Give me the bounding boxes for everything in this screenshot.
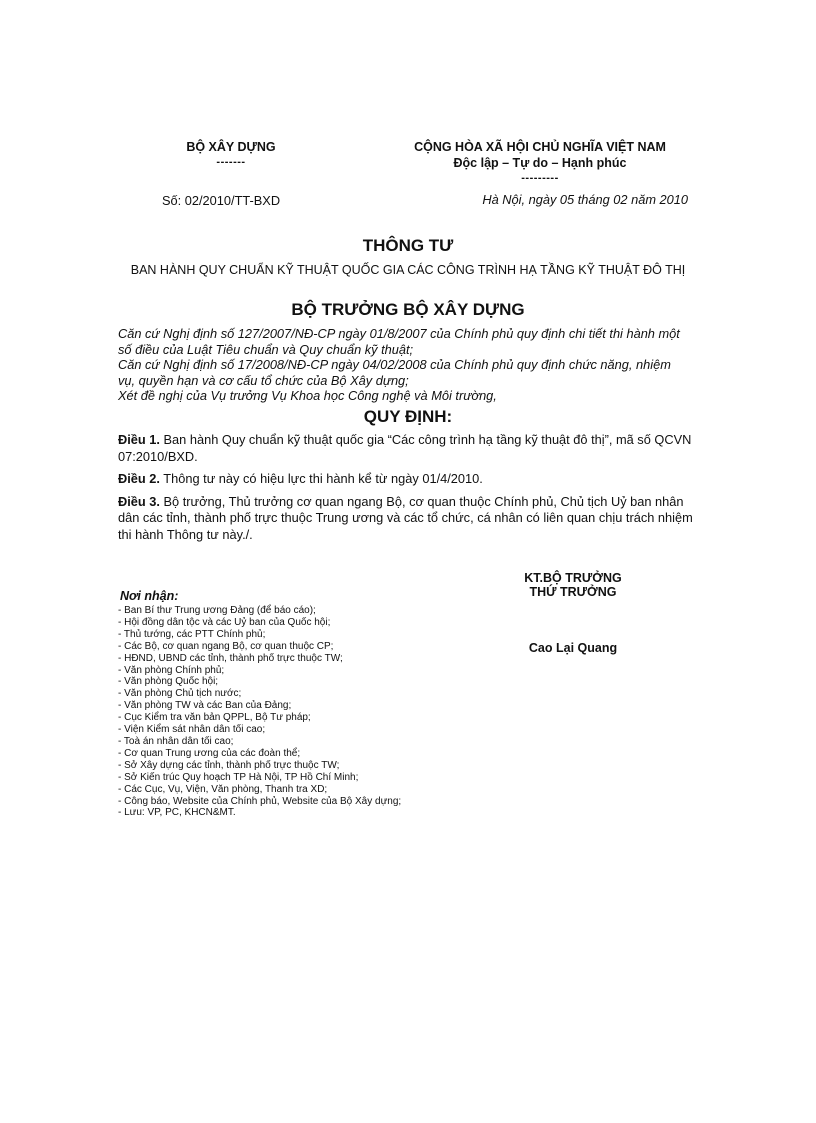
recipient-item: - Ban Bí thư Trung ương Đảng (để báo cáo);: [118, 605, 316, 616]
motto-separator: ---------: [521, 172, 559, 184]
recipient-item: - Văn phòng Chủ tịch nước;: [118, 688, 242, 700]
article-text: Bộ trưởng, Thủ trưởng cơ quan ngang Bộ, cơ quan thuộc Chính phủ, Chủ tịch Uỷ ban nhân dân các tỉnh, thành phố trực thuộc Trung ương và các tổ chức, cá nhân có liên quan chịu trách nhiệm thi hành Thông tư này./.: [118, 493, 693, 542]
recipient-item: - Cục Kiểm tra văn bản QPPL, Bộ Tư pháp;: [118, 712, 311, 724]
recipient-item: - Lưu: VP, PC, KHCN&MT.: [118, 807, 236, 819]
article-text: Ban hành Quy chuẩn kỹ thuật quốc gia “Các công trình hạ tầng kỹ thuật đô thị”, mã số QCVN 07:2010/BXD.: [118, 432, 692, 464]
recipient-item: - Thủ tướng, các PTT Chính phủ;: [118, 628, 266, 640]
recipients-title: Nơi nhận:: [120, 589, 179, 603]
article-1: [118, 432, 698, 465]
signature-authority: KT.BỘ TRƯỞNG: [524, 571, 622, 585]
legal-basis-item: Xét đề nghị của Vụ trưởng Vụ Khoa học Công nghệ và Môi trường,: [118, 388, 497, 404]
recipient-item: - Sở Kiến trúc Quy hoạch TP Hà Nội, TP Hồ Chí Minh;: [118, 771, 359, 783]
legal-basis: [118, 326, 688, 404]
recipients-list: [118, 605, 478, 819]
legal-basis-item: Căn cứ Nghị định số 17/2008/NĐ-CP ngày 04/02/2008 của Chính phủ quy định chức năng, nhiệm vụ, quyền hạn và cơ cấu tổ chức của Bộ Xây dựng;: [118, 357, 671, 388]
recipient-item: - HĐND, UBND các tỉnh, thành phố trực thuộc TW;: [118, 652, 343, 664]
recipient-item: - Văn phòng Quốc hội;: [118, 676, 219, 688]
decision-heading: QUY ĐỊNH:: [363, 407, 453, 426]
article-label: Điều 1.: [118, 432, 160, 447]
document-type: THÔNG TƯ: [362, 236, 454, 255]
document-subject: BAN HÀNH QUY CHUẨN KỸ THUẬT QUỐC GIA CÁC CÔNG TRÌNH HẠ TẦNG KỸ THUẬT ĐÔ THỊ: [130, 263, 686, 277]
legal-basis-item: Căn cứ Nghị định số 127/2007/NĐ-CP ngày 01/8/2007 của Chính phủ quy định chi tiết thi hành một số điều của Luật Tiêu chuẩn và Quy chuẩn kỹ thuật;: [118, 326, 680, 357]
signer-name: Cao Lại Quang: [528, 641, 618, 655]
signature-position: THỨ TRƯỞNG: [529, 585, 617, 599]
ministry-name: BỘ XÂY DỰNG: [186, 140, 276, 154]
article-3: [118, 494, 698, 544]
recipient-item: - Viện Kiểm sát nhân dân tối cao;: [118, 724, 266, 736]
recipient-item: - Các Bộ, cơ quan ngang Bộ, cơ quan thuộc CP;: [118, 640, 334, 652]
recipient-item: - Văn phòng Chính phủ;: [118, 664, 225, 676]
national-motto: Độc lập – Tự do – Hạnh phúc: [453, 156, 627, 170]
ministry-separator: -------: [216, 156, 246, 168]
recipient-item: - Toà án nhân dân tối cao;: [118, 735, 234, 747]
signature-block: [458, 571, 688, 655]
article-label: Điều 3.: [118, 493, 160, 509]
republic-name: CỘNG HÒA XÃ HỘI CHỦ NGHĨA VIỆT NAM: [414, 140, 666, 154]
recipient-item: - Cơ quan Trung ương của các đoàn thể;: [118, 747, 301, 759]
recipient-item: - Công báo, Website của Chính phủ, Website của Bộ Xây dựng;: [118, 795, 402, 807]
article-label: Điều 2.: [118, 471, 160, 486]
document-number: Số: 02/2010/TT-BXD: [162, 193, 281, 208]
articles: [118, 432, 698, 549]
issuer-title: BỘ TRƯỞNG BỘ XÂY DỰNG: [291, 300, 525, 319]
article-2: [118, 471, 698, 488]
recipient-item: - Các Cục, Vụ, Viện, Văn phòng, Thanh tra XD;: [118, 783, 328, 795]
place-and-date: Hà Nội, ngày 05 tháng 02 năm 2010: [482, 192, 688, 207]
article-text: Thông tư này có hiệu lực thi hành kể từ ngày 01/4/2010.: [159, 471, 483, 486]
recipient-item: - Sở Xây dựng các tỉnh, thành phố trực thuộc TW;: [118, 759, 340, 771]
recipient-item: - Văn phòng TW và các Ban của Đảng;: [118, 700, 292, 712]
recipient-item: - Hội đồng dân tộc và các Uỷ ban của Quốc hội;: [118, 616, 331, 628]
